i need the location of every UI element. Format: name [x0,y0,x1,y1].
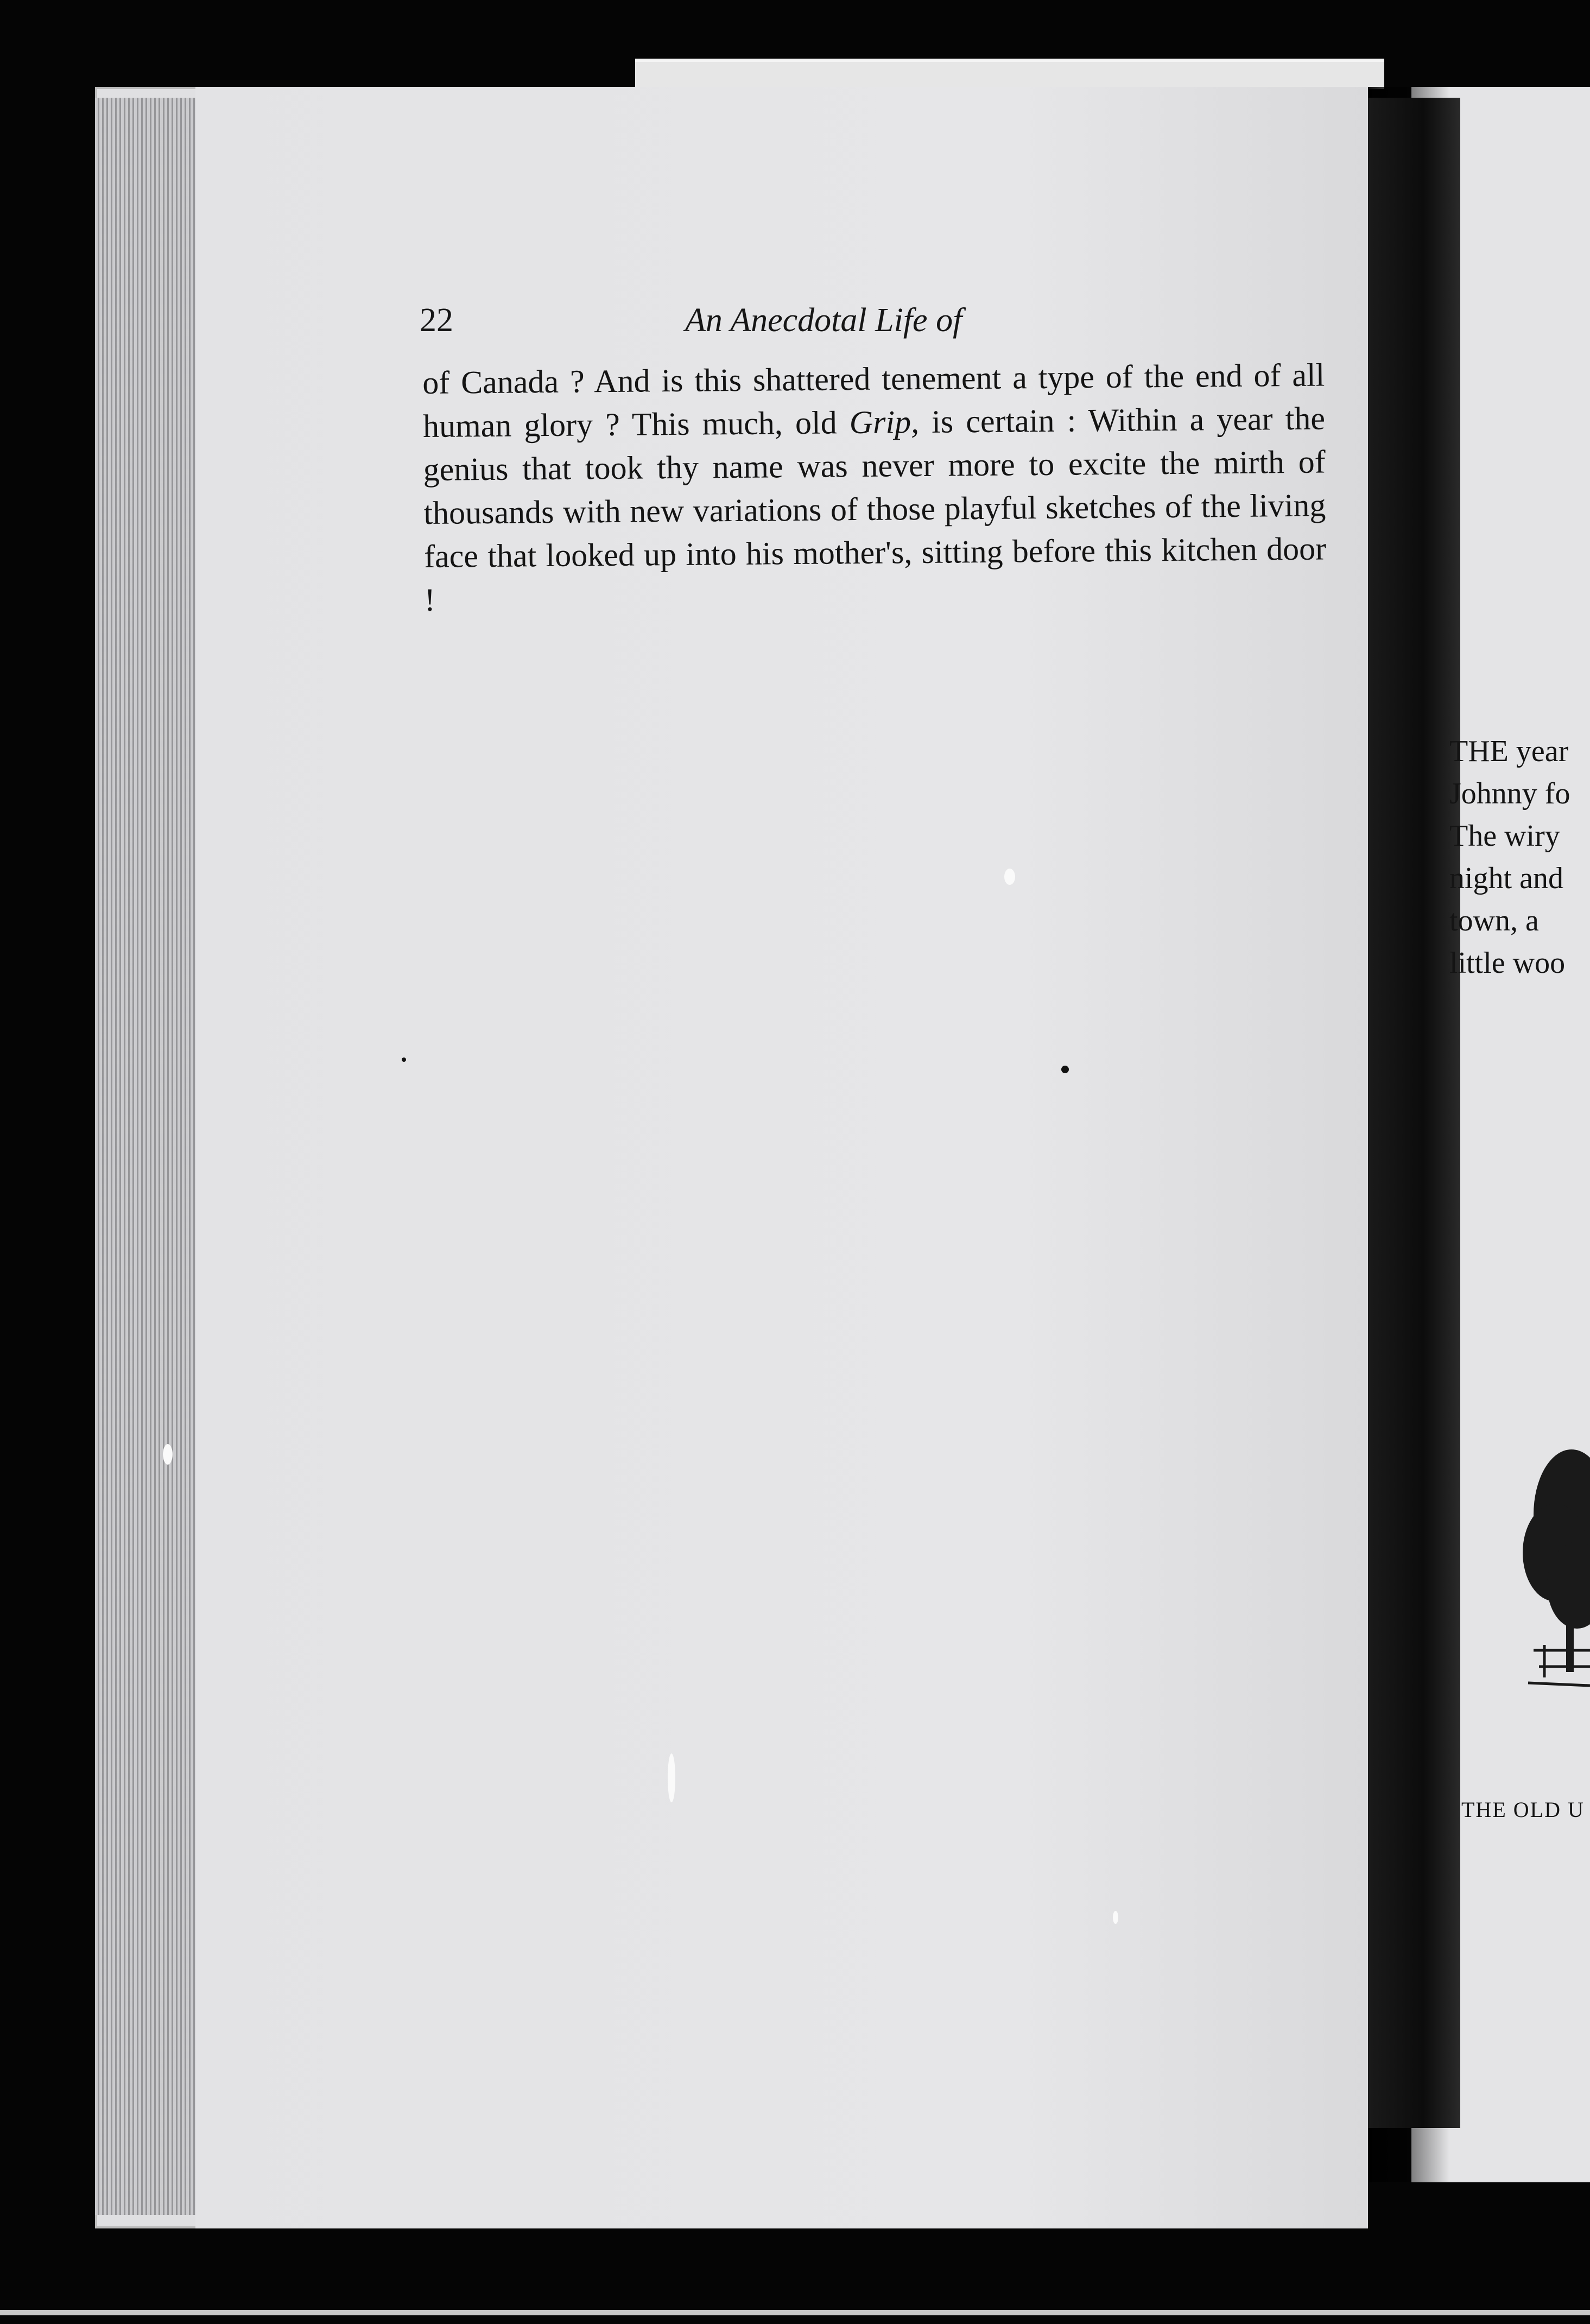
right-page-line: THE year [1449,734,1569,768]
right-page-caption: THE OLD U [1461,1797,1585,1822]
right-page-text [1449,730,1590,984]
right-page-line: night and [1449,862,1563,895]
ink-speck [402,1057,406,1062]
body-paragraph [422,353,1327,621]
body-text-end: is certain : Within a year the genius that took thy name was never more to excite the mirth of thousands with new variations of those playful sketches of the living face that looked up into his mother's, sitting before this kitchen door ! [423,400,1327,618]
right-page-line: town, a [1449,904,1539,938]
glare-speck [1004,869,1015,885]
glare-speck [163,1444,173,1465]
bottom-edge [0,2310,1590,2315]
tree-illustration [1512,1411,1590,1715]
glare-speck [668,1753,675,1802]
right-page-line: Johnny fo [1449,777,1570,810]
body-text-start: of Canada ? And is this shattered tenement a type of the end of all human glory ? This much, old [422,357,1325,444]
right-page-line: The wiry [1449,819,1560,853]
book-top-edge [635,59,1384,89]
ink-speck [1061,1066,1069,1073]
right-page-line: little woo [1449,946,1566,980]
page-edges [95,98,195,2215]
page-number: 22 [420,302,453,339]
gutter [1368,98,1460,2128]
body-text-italic: Grip, [849,404,920,441]
glare-speck [1113,1911,1118,1924]
running-title: An Anecdotal Life of [685,302,962,339]
